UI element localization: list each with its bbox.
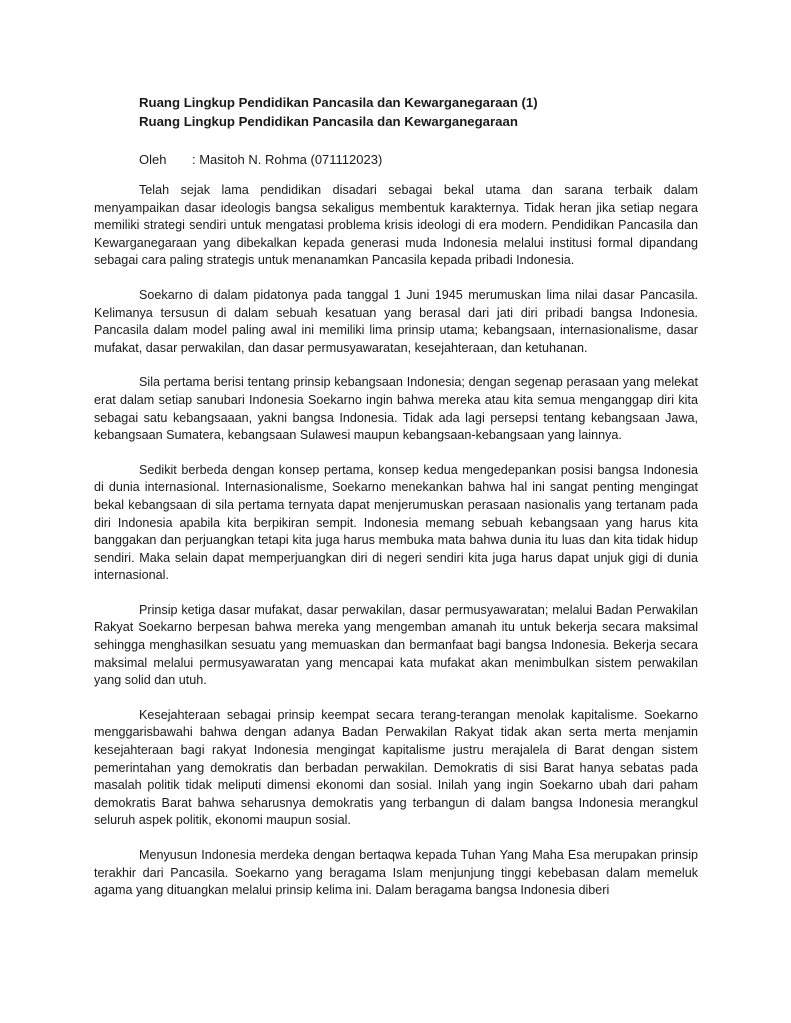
paragraph-5: Prinsip ketiga dasar mufakat, dasar perwakilan, dasar permusyawaratan; melalui Badan Perwakilan Rakyat Soekarno berpesan bahwa mereka yang mengemban amanah itu untuk bekerja secara maksimal sehingga menghasilkan sesuatu yang memuaskan dan bermanfaat bagi bangsa Indonesia. Bekerja secara maksimal melalui permusyawaratan yang mencapai kata mufakat akan menimbulkan sistem perwakilan yang solid dan utuh. bbox=[94, 602, 698, 688]
paragraph-3: Sila pertama berisi tentang prinsip kebangsaan Indonesia; dengan segenap perasaan yang melekat erat dalam setiap sanubari Indonesia Soekarno ingin bahwa mereka atau kita semua menganggap diri kita sebagai satu kebangsaaan, yakni bangsa Indonesia. Tidak ada lagi persepsi tentang kebangsaan Jawa, kebangsaan Sumatera, kebangsaan Sulawesi maupun kebangsaan-kebangsaan yang lainnya. bbox=[94, 375, 698, 443]
paragraph-1: Telah sejak lama pendidikan disadari sebagai bekal utama dan sarana terbaik dalam menyampaikan dasar ideologis bangsa sekaligus membentuk karakternya. Tidak heran jika setiap negara memiliki strategi sendiri untuk mengatasi problema krisis ideologi di era modern. Pendidikan Pancasila dan Kewarganegaraan yang dibekalkan kepada generasi muda Indonesia melalui institusi formal dipandang sebagai cara paling strategis untuk menanamkan Pancasila kepada pribadi Indonesia. bbox=[94, 183, 698, 268]
author-name: : Masitoh N. Rohma (071112023) bbox=[192, 152, 383, 167]
paragraph-2: Soekarno di dalam pidatonya pada tanggal 1 Juni 1945 merumuskan lima nilai dasar Pancasila. Kelimanya tersusun di dalam sebuah kesatuan yang berasal dari jati diri pribadi bangsa Indonesia. Pancasila dalam model paling awal ini memiliki lima prinsip utama; kebangsaan, internasionalisme, dasar mufakat, dasar perwakilan, dan dasar permusyawaratan, kesejahteraan, dan ketuhanan. bbox=[94, 287, 698, 355]
document-title: Ruang Lingkup Pendidikan Pancasila dan Kewarganegaraan (1) bbox=[139, 95, 538, 110]
author-line bbox=[139, 150, 698, 169]
document-content bbox=[94, 93, 698, 900]
paragraph-7: Menyusun Indonesia merdeka dengan bertaqwa kepada Tuhan Yang Maha Esa merupakan prinsip terakhir dari Pancasila. Soekarno yang beragama Islam menjunjung tinggi kebebasan dalam memeluk agama yang dituangkan melalui prinsip kelima ini. Dalam beragama bangsa Indonesia diberi bbox=[94, 848, 698, 898]
paragraph-6: Kesejahteraan sebagai prinsip keempat secara terang-terangan menolak kapitalisme. Soekarno menggarisbawahi bahwa dengan adanya Badan Perwakilan Rakyat tidak akan serta merta menjamin kesejahteraan bagi rakyat Indonesia mengingat kapitalisme justru merajalela di Barat dengan sistem pemerintahan yang demokratis dan berbadan perwakilan. Demokratis di sisi Barat hanya sebatas pada masalah politik tidak meliputi dimensi ekonomi dan sosial. Inilah yang ingin Soekarno ubah dari paham demokratis Barat bahwa seharusnya demokratis yang terbangun di dalam bangsa Indonesia merangkul seluruh aspek politik, ekonomi maupun sosial. bbox=[94, 707, 698, 828]
author-label: Oleh bbox=[139, 152, 167, 167]
document-subtitle: Ruang Lingkup Pendidikan Pancasila dan Kewarganegaraan bbox=[139, 114, 518, 129]
paragraph-4: Sedikit berbeda dengan konsep pertama, konsep kedua mengedepankan posisi bangsa Indonesia di dunia internasional. Internasionalisme, Soekarno menekankan bahwa hal ini sangat penting mengingat bekal kebangsaan di sila pertama ternyata dapat menjerumuskan perasaan nasionalis yang tertanam pada diri Indonesia apabila kita berpikiran sempit. Indonesia memang sebuah kebangsaan yang harus kita banggakan dan perjuangkan tetapi kita juga harus membuka mata bahwa dunia itu luas dan kita tidak hidup sendiri. Maka selain dapat memperjuangkan diri di negeri sendiri kita juga harus dapat unjuk gigi di dunia internasional. bbox=[94, 462, 698, 583]
